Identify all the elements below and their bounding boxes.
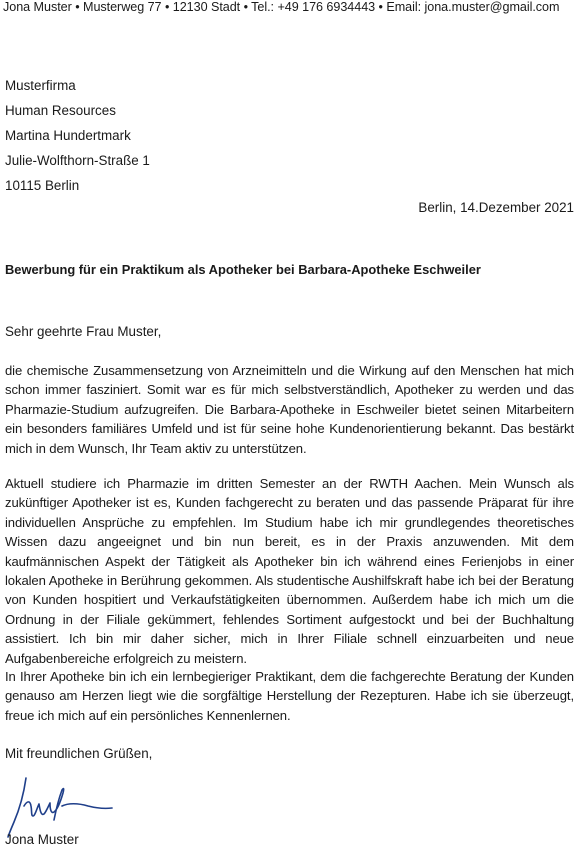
recipient-department: Human Resources — [5, 103, 116, 118]
recipient-address — [5, 73, 150, 198]
recipient-company: Musterfirma — [5, 78, 76, 93]
body-paragraph: In Ihrer Apotheke bin ich ein lernbegieriger Praktikant, dem die fachgerechte Beratung der Kunden genauso am Herzen liegt wie die sorgfältige Herstellung der Rezepturen. Habe ich sie überzeugt, freue ich mich auf ein persönliches Kennenlernen. — [5, 669, 574, 723]
sender-contact-line: Jona Muster • Musterweg 77 • 12130 Stadt • Tel.: +49 176 6934443 • Email: jona.muster@gmail.com — [3, 0, 560, 14]
letter-subject: Bewerbung für ein Praktikum als Apotheker bei Barbara-Apotheke Eschweiler — [5, 262, 481, 277]
recipient-person: Martina Hundertmark — [5, 128, 131, 143]
body-paragraph: die chemische Zusammensetzung von Arzneimitteln und die Wirkung auf den Menschen hat mich schon immer fasziniert. Somit war es für mich selbstverständlich, Apotheker zu werden und das Pharmazie-Studium aufzugreifen. Die Barbara-Apotheke in Eschweiler bietet seinen Mitarbeitern ein besonders familiäres Umfeld und ist für seine hohe Kundenorientierung bekannt. Das bestärkt mich in dem Wunsch, Ihr Team aktiv zu unterstützen. — [5, 363, 574, 456]
handwritten-signature-icon — [4, 776, 114, 838]
recipient-street: Julie-Wolfthorn-Straße 1 — [5, 153, 150, 168]
signer-name: Jona Muster — [5, 832, 79, 847]
recipient-city: 10115 Berlin — [5, 178, 80, 193]
letter-date: Berlin, 14.Dezember 2021 — [418, 200, 574, 215]
salutation: Sehr geehrte Frau Muster, — [5, 324, 162, 339]
body-paragraph: Aktuell studiere ich Pharmazie im dritten Semester an der RWTH Aachen. Mein Wunsch als zukünftiger Apotheker ist es, Kunden fachgerecht zu beraten und das passende Präparat für ihre individuellen Ansprüche zu empfehlen. Im Studium habe ich mir grundlegendes theoretisches Wissen dazu angeeignet und bin nun bereit, es in der Praxis anzuwenden. Mit dem kaufmännischen Aspekt der Tätigkeit als Apotheker bin ich während eines Ferienjobs in einer lokalen Apotheke in Berührung gekommen. Als studentische Aushilfskraft habe ich bei der Beratung von Kunden hospitiert und Verkaufstätigkeiten übernommen. Außerdem habe ich mich um die Ordnung in der Filiale gekümmert, fehlendes Sortiment aufgestockt und bei der Buchhaltung assistiert. Ich bin mir daher sicher, mich in Ihrer Filiale schnell einzuarbeiten und neue Aufgabenbereiche erfolgreich zu meistern. — [5, 476, 574, 666]
closing-phrase: Mit freundlichen Grüßen, — [5, 746, 153, 761]
